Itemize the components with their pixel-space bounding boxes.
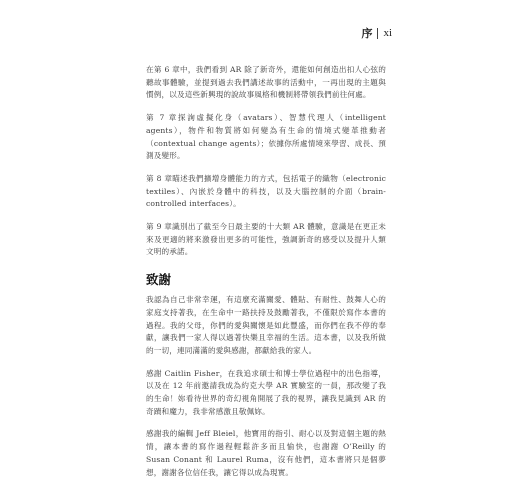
acknowledgments-mentor: 感謝 Caitlin Fisher，在我追求碩士和博士學位過程中的出色指導，以及在 12 年前邀請我成為約克大學 AR 實驗室的一員，那改變了我的生命！妳看待世界的奇幻視角開展了我的視界，讓我見識到 AR 的奇蹟和魔力，我非常感激且敬佩妳。 [146, 368, 386, 416]
chapter-7-summary: 第 7 章探詢虛擬化身（avatars）、智慧代理人（intelligent agents），物件和物質將如何變為有生命的情境式變革推動者（contextual change agents）；依據你所處情境來學習、成長、預測及變形。 [146, 113, 386, 161]
chapter-label: 序 [361, 27, 373, 40]
page-number: xi [383, 27, 392, 39]
acknowledgments-editor: 感謝我的編輯 Jeff Bleiel，他寶用的指引、耐心以及對這個主題的熱情，讓本書的寫作過程輕鬆許多而且愉快，也謝謝 O’Reilly 的 Susan Conant 和 Laurel Ruma，沒有他們，這本書將只是個夢想，謝謝各位信任我，讓它得以成為現實。 [146, 429, 386, 477]
header-divider [377, 28, 378, 39]
running-header [361, 25, 392, 41]
page-body [146, 64, 386, 489]
chapter-6-summary: 在第 6 章中，我們看到 AR 除了新奇外，還能如何創造出扣人心弦的聽故事體驗，並提到過去我們講述故事的活動中，一再出現的主題與慣例，以及這些新興現的說故事風格和機制將帶領我們前往何處。 [146, 65, 386, 100]
chapter-9-summary: 第 9 章識別出了截至今日最主要的十大類 AR 體驗，意識是在更正未來及更適的將來激發出更多的可能性，強調新奇的感受以及提升人類文明的承諾。 [146, 222, 386, 257]
chapter-8-summary: 第 8 章瞄述我們擴增身體能力的方式，包括電子的織物（electronic textiles）、內嵌於身體中的科技，以及大腦控制的介面（brain-controlled interfaces）。 [146, 173, 386, 209]
acknowledgments-heading: 致謝 [146, 272, 172, 288]
acknowledgments-family: 我認為自己非常幸運，有這麼充滿關愛、體貼、有耐性、鼓舞人心的家庭支持著我，在生命中一路扶持及鼓勵著我，不僅限於寫作本書的過程。我的父母，你們的愛與關懷是如此豐盛，而你們在我不停的奉獻，讓我們一家人得以過著快樂且幸福的生活。這本書，以及我所做的一切，連同滿滿的愛與感謝，都獻給我的家人。 [146, 295, 386, 355]
